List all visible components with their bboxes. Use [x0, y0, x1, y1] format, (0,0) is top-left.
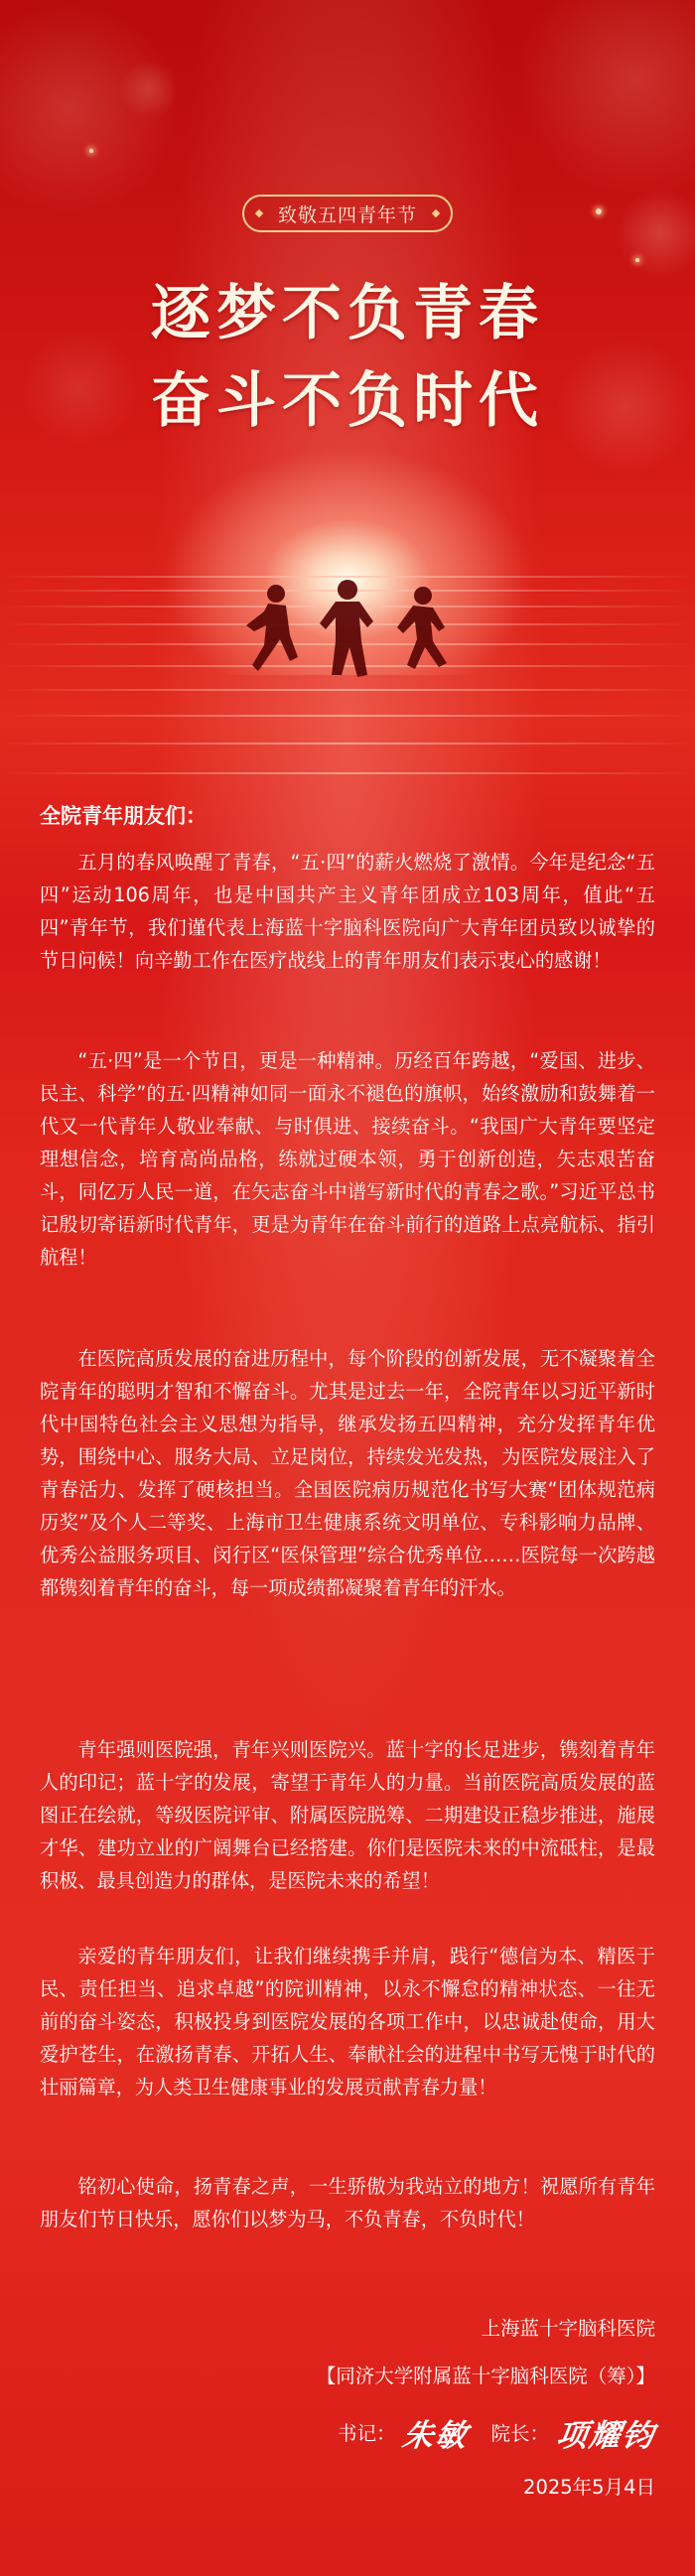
festival-badge	[242, 195, 453, 232]
runners-silhouette-icon	[228, 576, 467, 705]
sparkle-icon	[89, 149, 93, 153]
signatories	[337, 2407, 658, 2457]
letter-paragraph: 在医院高质发展的奋进历程中，每个阶段的创新发展，无不凝聚着全院青年的聪明才智和不懈奋斗。尤其是过去一年，全院青年以习近平新时代中国特色社会主义思想为指导，继承发扬五四精神，充分发挥青年优势，围绕中心、服务大局、立足岗位，持续发光发热，为医院发展注入了青春活力、发挥了硬核担当。全国医院病历规范化书写大赛“团体规范病历奖”及个人二等奖、上海市卫生健康系统文明单位、专科影响力品牌、优秀公益服务项目、闵行区“医保管理”综合优秀单位……医院每一次跨越都镌刻着青年的奋斗，每一项成绩都凝聚着青年的汗水。	[40, 1347, 655, 1599]
bokeh-light	[616, 189, 695, 278]
sparkle-icon	[635, 258, 639, 262]
letter-paragraph: 亲爱的青年朋友们，让我们继续携手并肩，践行“德信为本、精医于民、责任担当、追求卓越”的院训精神，以永不懈怠的精神状态、一往无前的奋斗姿态，积极投身到医院发展的各项工作中，以忠诚赴使命，用大爱护苍生，在激扬青春、开拓人生、奉献社会的进程中书写无愧于时代的壮丽篇章，为人类卫生健康事业的发展贡献青春力量！	[40, 1945, 655, 2099]
letter-greeting: 全院青年朋友们：	[40, 804, 207, 828]
president-label: 院长：	[490, 2422, 549, 2445]
hospital-affiliation: 【同济大学附属蓝十字脑科医院（筹）】	[316, 2365, 655, 2387]
letter-paragraph: 青年强则医院强，青年兴则医院兴。蓝十字的长足进步，镌刻着青年人的印记；蓝十字的发展，寄望于青年人的力量。当前医院高质发展的蓝图正在绘就，等级医院评审、附属医院脱筹、二期建设正稳步推进，施展才华、建功立业的广阔舞台已经搭建。你们是医院未来的中流砥柱，是最积极、最具创造力的群体，是医院未来的希望！	[40, 1738, 655, 1892]
bokeh-light	[516, 0, 695, 199]
letter-paragraph: 五月的春风唤醒了青春，“五·四”的薪火燃烧了激情。今年是纪念“五四”运动106周年，也是中国共产主义青年团成立103周年，值此“五四”青年节，我们谨代表上海蓝十字脑科医院向广大青年团员致以诚挚的节日问候！向辛勤工作在医疗战线上的青年朋友们表示衷心的感谢！	[40, 851, 655, 972]
secretary-label: 书记：	[337, 2422, 396, 2445]
festival-badge-text: 致敬五四青年节	[277, 203, 417, 226]
secretary-signature: 朱敏	[400, 2417, 472, 2454]
sparkle-icon	[596, 208, 602, 214]
letter-paragraph: 铭初心使命，扬青春之声，一生骄傲为我站立的地方！祝愿所有青年朋友们节日快乐，愿你们以梦为马，不负青春，不负时代！	[40, 2175, 655, 2231]
president-signature: 项耀钧	[553, 2417, 658, 2454]
hospital-name: 上海蓝十字脑科医院	[481, 2317, 655, 2340]
letter-date: 2025年5月4日	[523, 2476, 655, 2499]
hero-title-line1: 逐梦不负青春	[151, 279, 544, 348]
letter-paragraph: “五·四”是一个节日，更是一种精神。历经百年跨越，“爱国、进步、民主、科学”的五·四精神如同一面永不褪色的旗帜，始终激励和鼓舞着一代又一代青年人敬业奉献、与时俱进、接续奋斗。“我国广大青年要坚定理想信念，培育高尚品格，练就过硬本领，勇于创新创造，矢志艰苦奋斗，同亿万人民一道，在矢志奋斗中谱写新时代的青春之歌。”习近平总书记殷切寄语新时代青年，更是为青年在奋斗前行的道路上点亮航标、指引航程！	[40, 1049, 655, 1269]
hero-title-line2: 奋斗不负时代	[151, 366, 544, 436]
hero-banner	[0, 0, 695, 784]
bokeh-light	[119, 60, 179, 119]
